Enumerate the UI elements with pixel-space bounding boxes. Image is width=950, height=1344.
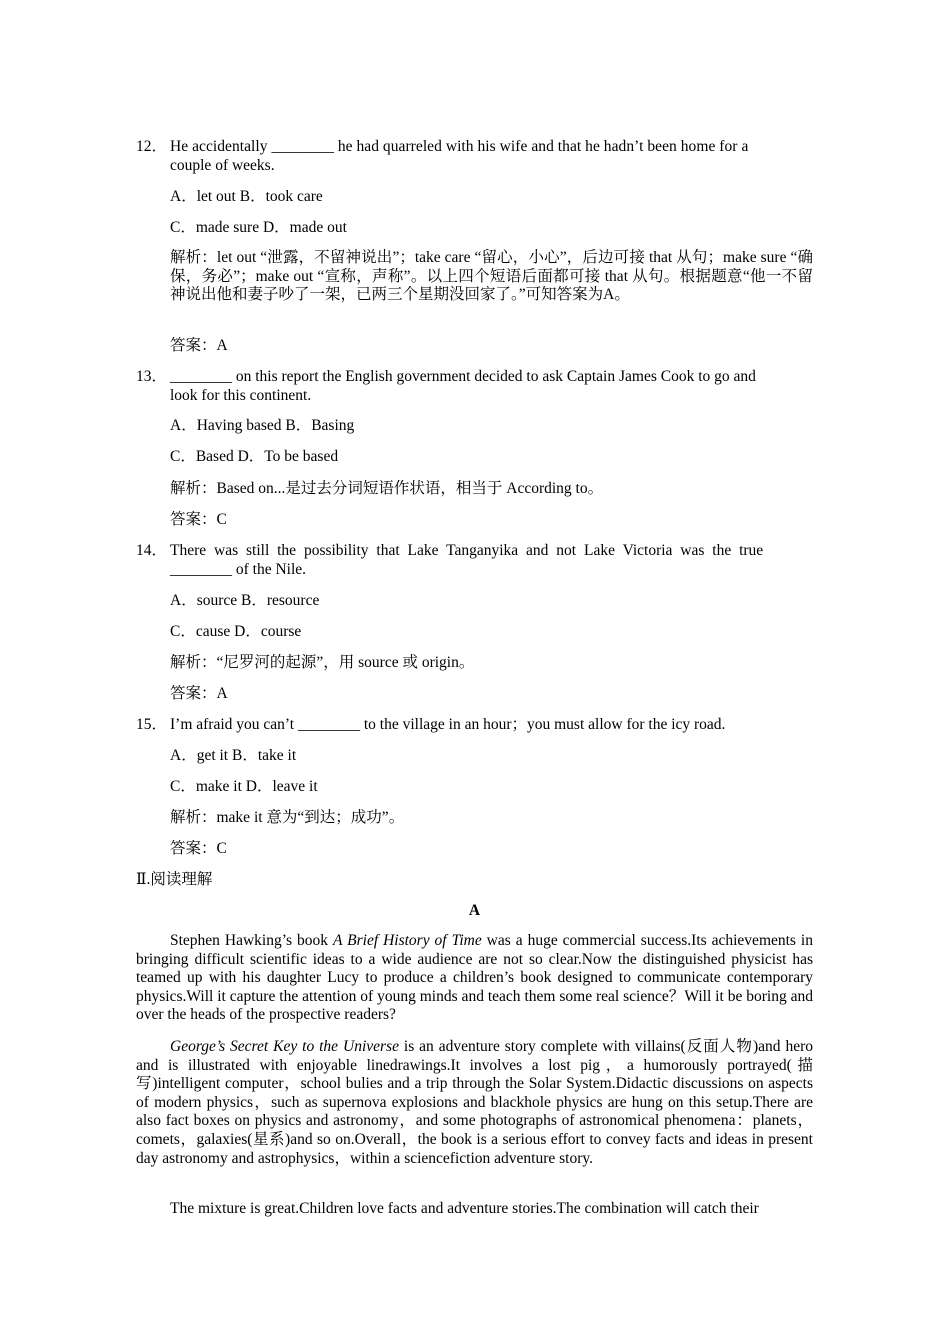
book-title: A Brief History of Time bbox=[332, 932, 482, 949]
analysis-text: 解析：“尼罗河的起源”，用 source 或 origin。 bbox=[170, 654, 475, 671]
question-stem: He accidentally ________ he had quarreled with his wife and that he hadn’t been home for a bbox=[170, 138, 749, 155]
question-14 bbox=[136, 541, 813, 560]
passage-label: A bbox=[468, 902, 481, 919]
question-stem: I’m afraid you can’t ________ to the village in an hour；you must allow for the icy road. bbox=[170, 716, 726, 733]
option-line: C．Based D．To be based bbox=[170, 448, 339, 465]
passage-paragraph-1 bbox=[136, 932, 813, 1025]
text-run: was a huge commercial success.Its achievements in bringing difficult scientific ideas to a wide audience are not so clear.Now the distinguished physicist has teamed up with his daughter Lucy to produce a children’s book designed to communicate contemporary physics.Will it capture the attention of young minds and teach them some real science？Will it be boring and over the heads of the prospective readers? bbox=[136, 932, 813, 1024]
analysis-text: 解析：make it 意为“到达；成功”。 bbox=[170, 809, 405, 826]
question-number: 14． bbox=[136, 542, 168, 559]
question-13 bbox=[136, 367, 813, 386]
option-line: C．made sure D．made out bbox=[170, 219, 347, 236]
question-15 bbox=[136, 715, 813, 734]
text-run: Stephen Hawking’s book bbox=[170, 932, 333, 949]
option-line: A．get it B．take it bbox=[170, 747, 297, 764]
option-line: A．let out B．took care bbox=[170, 188, 323, 205]
passage-paragraph-2 bbox=[136, 1038, 813, 1168]
question-number: 12． bbox=[136, 138, 168, 155]
option-line: A．source B．resource bbox=[170, 592, 320, 609]
analysis-text: 解析：let out “泄露，不留神说出”；take care “留心，小心”，后边可接 that 从句；make sure “确保，务必”；make out “宣称，声称”。以上四个短语后面都可接 that 从句。根据题意“他一不留神说出他和妻子吵了一架，已两三个星期没回家了。”可知答案为A。 bbox=[170, 249, 813, 304]
text-run: is an adventure story complete with villains(反面人物)and hero and is illustrated with enjoyable linedrawings.It involves a lost pig，a humorously portrayed(描写)intelligent computer，school bulies and a trip through the Solar System.Didactic discussions on aspects of modern physics，such as supernova explosions and blackhole physics are hung on this setup.There are also fact boxes on physics and astronomy，and some photographs of astronomical phenomena：planets，comets，galaxies(星系)and so on.Overall，the book is a serious effort to convey facts and ideas in present day astronomy and astrophysics，within a sciencefiction adventure story. bbox=[136, 1038, 813, 1167]
question-stem-continued: look for this continent. bbox=[170, 387, 312, 404]
question-number: 15． bbox=[136, 716, 168, 733]
option-line: A．Having based B．Basing bbox=[170, 417, 355, 434]
answer-text: 答案：A bbox=[170, 337, 228, 354]
option-line: C．make it D．leave it bbox=[170, 778, 318, 795]
question-number: 13． bbox=[136, 368, 168, 385]
answer-text: 答案：A bbox=[170, 685, 228, 702]
passage-paragraph-3: The mixture is great.Children love facts and adventure stories.The combination will catch their bbox=[170, 1200, 759, 1217]
question-stem: ________ on this report the English government decided to ask Captain James Cook to go and bbox=[170, 368, 756, 385]
section-heading: Ⅱ.阅读理解 bbox=[136, 871, 213, 888]
answer-text: 答案：C bbox=[170, 840, 227, 857]
question-12 bbox=[136, 137, 813, 156]
option-line: C．cause D．course bbox=[170, 623, 302, 640]
question-stem-continued: couple of weeks. bbox=[170, 157, 275, 174]
question-stem: There was still the possibility that Lake Tanganyika and not Lake Victoria was the true bbox=[170, 542, 764, 559]
answer-text: 答案：C bbox=[170, 511, 227, 528]
question-stem-continued: ________ of the Nile. bbox=[170, 561, 307, 578]
analysis-text: 解析：Based on...是过去分词短语作状语，相当于 According to。 bbox=[170, 480, 604, 497]
book-title: George’s Secret Key to the Universe bbox=[170, 1038, 399, 1055]
